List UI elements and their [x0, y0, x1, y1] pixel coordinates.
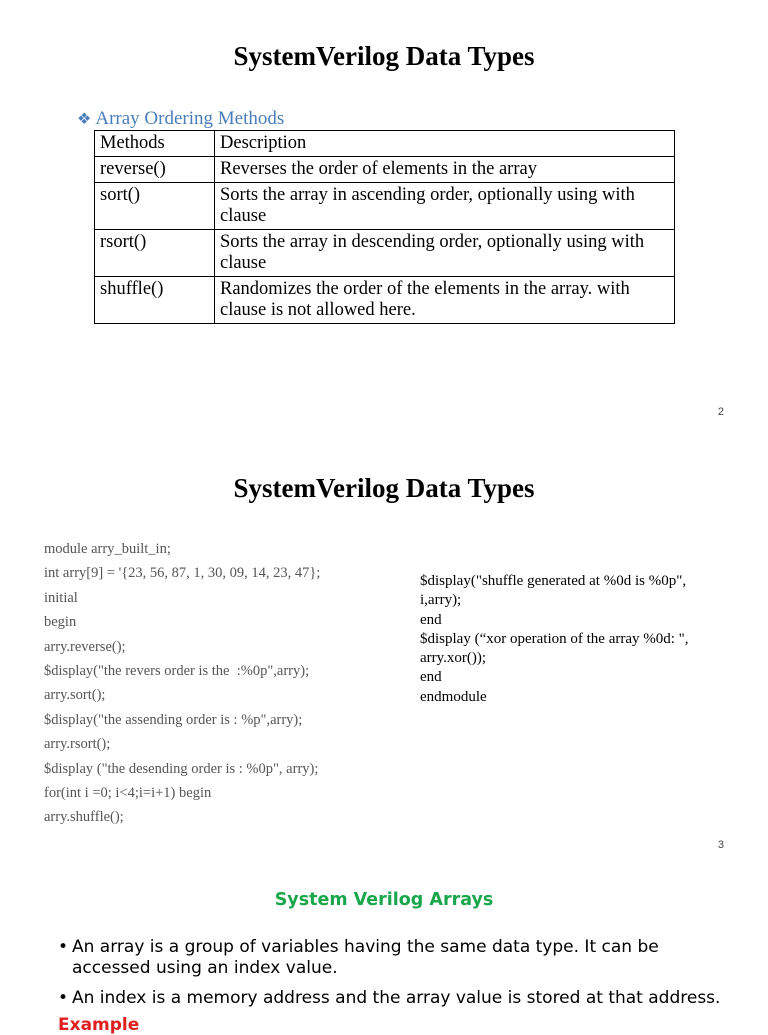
method-cell: sort() [95, 183, 215, 230]
table-row [95, 230, 675, 277]
code-line: end [420, 669, 442, 686]
list-item-text: An index is a memory address and the array value is stored at that address. [72, 988, 721, 1008]
code-line: $display("the assending order is : %p",arry); [44, 711, 303, 728]
description-cell: Reverses the order of elements in the array [215, 157, 675, 183]
table-row [95, 183, 675, 230]
code-line: $display (“xor operation of the array %0d: ", arry.xor()); [420, 630, 689, 667]
code-line: arry.shuffle(); [44, 809, 124, 826]
table-header-cell: Methods [95, 131, 215, 157]
table-header-cell: Description [215, 131, 675, 157]
code-line: arry.sort(); [44, 687, 106, 704]
list-item [58, 988, 738, 1009]
method-cell: reverse() [95, 157, 215, 183]
example-label: Example [58, 1015, 140, 1035]
slide-title: SystemVerilog Data Types [233, 41, 535, 71]
code-line: $display("the revers order is the :%0p",arry); [44, 663, 310, 680]
slide-title: System Verilog Arrays [274, 890, 494, 910]
page-number: 2 [717, 406, 724, 418]
table-row [95, 157, 675, 183]
code-line: $display ("the desending order is : %0p", arry); [44, 760, 319, 777]
method-cell: shuffle() [95, 277, 215, 324]
description-cell: Sorts the array in ascending order, optionally using with clause [215, 183, 675, 230]
slide-2 [0, 432, 768, 865]
list-item-text: An array is a group of variables having the same data type. It can be accessed using an index value. [72, 937, 659, 978]
table-row [95, 277, 675, 324]
bullet-list [58, 937, 738, 1018]
bullet-dot-icon: • [58, 937, 69, 957]
page-number: 3 [717, 839, 724, 851]
code-line: $display("shuffle generated at %0d is %0p", i,arry); [420, 573, 687, 609]
bullet-dot-icon: • [58, 988, 69, 1008]
diamond-bullet-icon: ❖ [77, 111, 92, 128]
slide-title: SystemVerilog Data Types [233, 473, 535, 503]
code-line: arry.reverse(); [44, 638, 126, 655]
code-line: end [420, 611, 442, 628]
code-line: begin [44, 614, 77, 631]
code-block-left [44, 537, 320, 830]
code-line: endmodule [420, 688, 487, 705]
code-line: module arry_built_in; [44, 541, 171, 557]
section-heading-text: Array Ordering Methods [95, 108, 285, 129]
methods-table [94, 130, 675, 324]
code-line: initial [44, 589, 78, 606]
slide-1 [0, 0, 768, 432]
slide-3 [0, 865, 768, 1035]
table-header-row [95, 131, 675, 157]
section-heading [77, 107, 284, 132]
list-item [58, 937, 738, 979]
code-line: int arry[9] = '{23, 56, 87, 1, 30, 09, 14, 23, 47}; [44, 565, 321, 582]
code-line: arry.rsort(); [44, 736, 111, 753]
method-cell: rsort() [95, 230, 215, 277]
code-line: for(int i =0; i<4;i=i+1) begin [44, 785, 212, 802]
description-cell: Sorts the array in descending order, optionally using with clause [215, 230, 675, 277]
code-block-right [420, 572, 720, 707]
description-cell: Randomizes the order of the elements in the array. with clause is not allowed here. [215, 277, 675, 324]
